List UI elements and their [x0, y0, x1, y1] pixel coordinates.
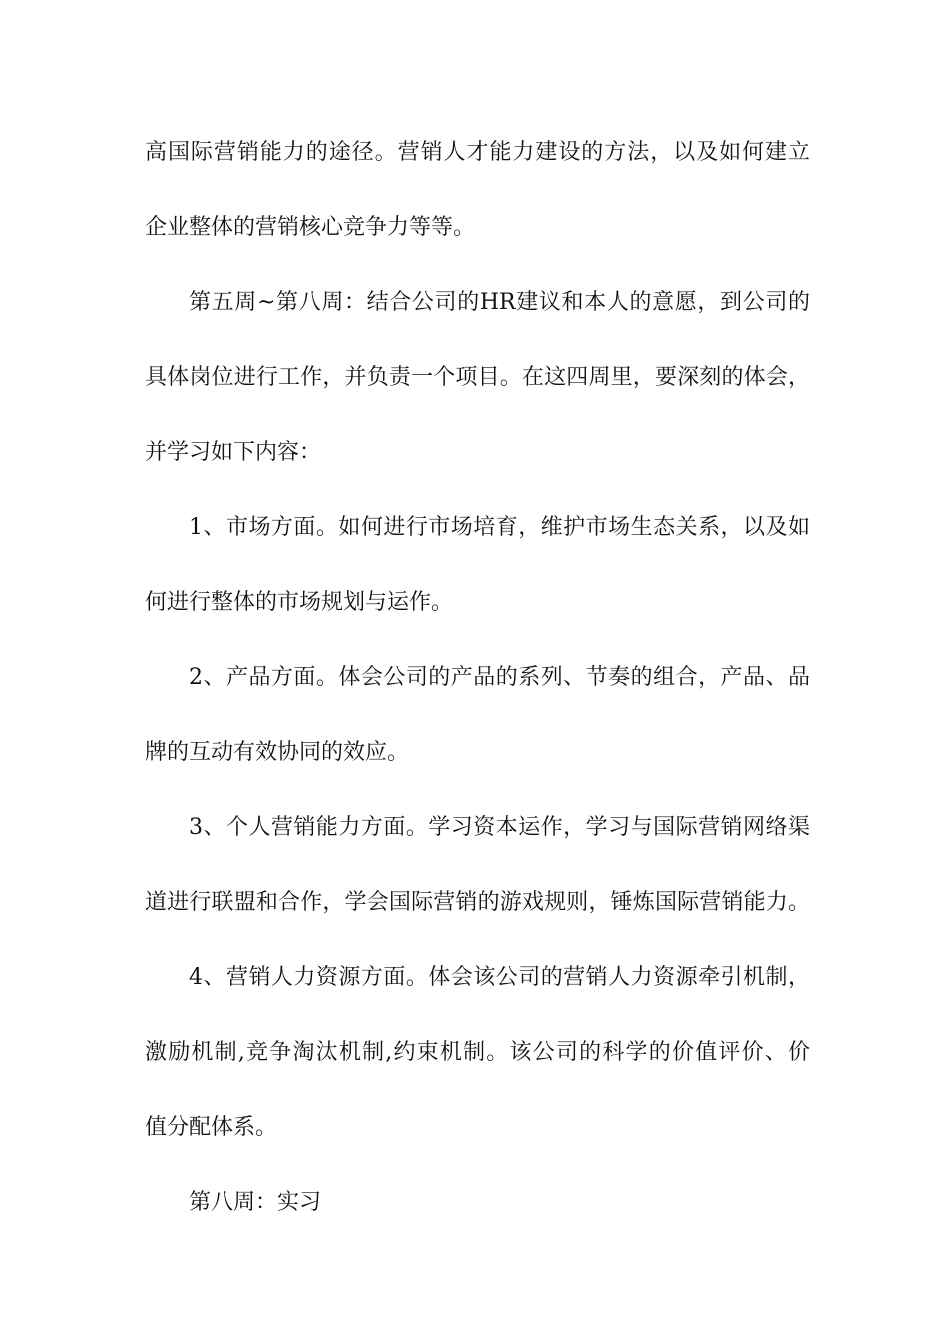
list-item-line: 道进行联盟和合作，学会国际营销的游戏规则，锤炼国际营销能力。	[145, 890, 810, 915]
list-item-line: 3、个人营销能力方面。学习资本运作，学习与国际营销网络渠	[189, 815, 810, 840]
list-item-line: 4、营销人力资源方面。体会该公司的营销人力资源牵引机制，	[189, 965, 810, 990]
paragraph-line: 具体岗位进行工作，并负责一个项目。在这四周里，要深刻的体会，	[145, 365, 810, 390]
list-item-line: 激励机制,竞争淘汰机制,约束机制。该公司的科学的价值评价、价	[145, 1040, 810, 1065]
section-heading-line: 第八周：实习	[189, 1190, 322, 1215]
paragraph-line: 第五周~第八周：结合公司的HR建议和本人的意愿，到公司的	[189, 290, 810, 315]
list-item-line: 1、市场方面。如何进行市场培育，维护市场生态关系，以及如	[189, 515, 810, 540]
list-item-line: 2、产品方面。体会公司的产品的系列、节奏的组合，产品、品	[189, 665, 810, 690]
paragraph-line: 企业整体的营销核心竞争力等等。	[145, 215, 476, 240]
list-item-line: 牌的互动有效协同的效应。	[145, 740, 410, 765]
list-item-line: 何进行整体的市场规划与运作。	[145, 590, 454, 615]
paragraph-line: 高国际营销能力的途径。营销人才能力建设的方法，以及如何建立	[145, 140, 810, 165]
list-item-line: 值分配体系。	[145, 1115, 278, 1140]
paragraph-line: 并学习如下内容：	[145, 440, 322, 465]
